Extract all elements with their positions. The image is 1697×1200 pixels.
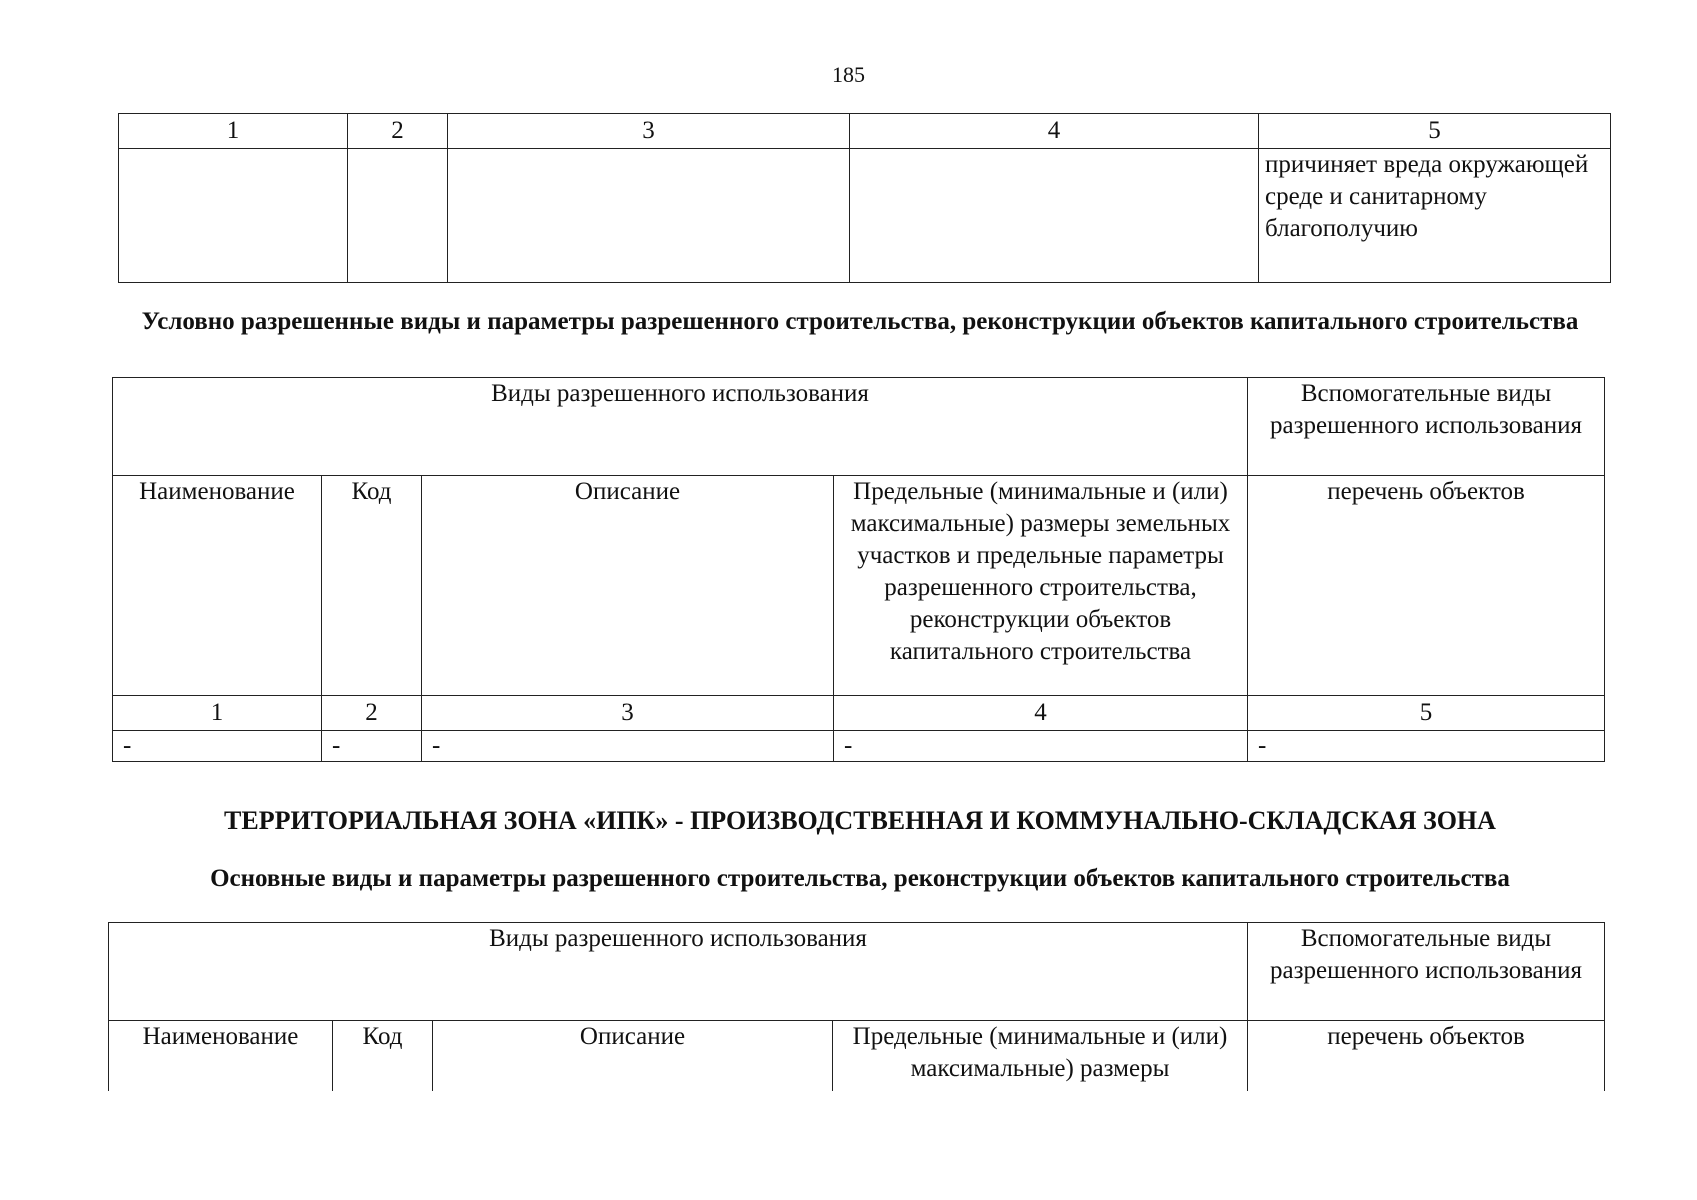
group-header: Виды разрешенного использования	[109, 923, 1248, 1021]
column-number: 1	[113, 696, 322, 731]
column-number: 2	[322, 696, 422, 731]
column-number-row	[119, 114, 1611, 149]
table-row	[113, 731, 1605, 762]
column-number: 4	[850, 114, 1259, 149]
group-header: Виды разрешенного использования	[113, 378, 1248, 476]
table-cell	[448, 149, 850, 283]
column-number: 3	[422, 696, 834, 731]
column-number: 2	[348, 114, 448, 149]
table-cell: -	[1248, 731, 1605, 762]
section-heading-main: Основные виды и параметры разрешенного строительства, реконструкции объектов капитального строительства	[210, 865, 1510, 892]
aux-header: Вспомогательные виды разрешенного использования	[1248, 378, 1605, 476]
table-row	[119, 149, 1611, 283]
column-header-code: Код	[333, 1021, 433, 1091]
column-header-name: Наименование	[109, 1021, 333, 1091]
table-cell: -	[113, 731, 322, 762]
column-header-row	[109, 1021, 1605, 1091]
column-number-row	[113, 696, 1605, 731]
column-number: 4	[834, 696, 1248, 731]
column-header-limits: Предельные (минимальные и (или) максимальные) размеры	[833, 1021, 1248, 1091]
table-cell: причиняет вреда окружающей среде и санитарному благополучию	[1259, 149, 1611, 283]
main-uses-table	[108, 922, 1605, 1091]
continuation-table	[118, 113, 1611, 283]
table-cell	[348, 149, 448, 283]
column-header-row	[113, 476, 1605, 696]
column-header-description: Описание	[433, 1021, 833, 1091]
header-row	[109, 923, 1605, 1021]
column-header-limits: Предельные (минимальные и (или) максимальные) размеры земельных участков и предельные параметры разрешенного строительства, реконструкции объектов капитального строительства	[834, 476, 1248, 696]
conditional-uses-table	[112, 377, 1605, 762]
column-header-objects: перечень объектов	[1248, 476, 1605, 696]
column-number: 1	[119, 114, 348, 149]
page-number: 185	[832, 62, 865, 87]
aux-header: Вспомогательные виды разрешенного использования	[1248, 923, 1605, 1021]
table-cell	[850, 149, 1259, 283]
column-number: 5	[1248, 696, 1605, 731]
zone-title: ТЕРРИТОРИАЛЬНАЯ ЗОНА «ИПК» - ПРОИЗВОДСТВЕННАЯ И КОММУНАЛЬНО-СКЛАДСКАЯ ЗОНА	[224, 806, 1496, 835]
table-cell: -	[422, 731, 834, 762]
table-cell: -	[834, 731, 1248, 762]
column-number: 3	[448, 114, 850, 149]
column-header-objects: перечень объектов	[1248, 1021, 1605, 1091]
section-heading-conditional: Условно разрешенные виды и параметры разрешенного строительства, реконструкции объектов капитального строительства	[141, 308, 1579, 335]
column-header-description: Описание	[422, 476, 834, 696]
table-cell	[119, 149, 348, 283]
column-header-name: Наименование	[113, 476, 322, 696]
header-row	[113, 378, 1605, 476]
column-number: 5	[1259, 114, 1611, 149]
column-header-code: Код	[322, 476, 422, 696]
table-cell: -	[322, 731, 422, 762]
